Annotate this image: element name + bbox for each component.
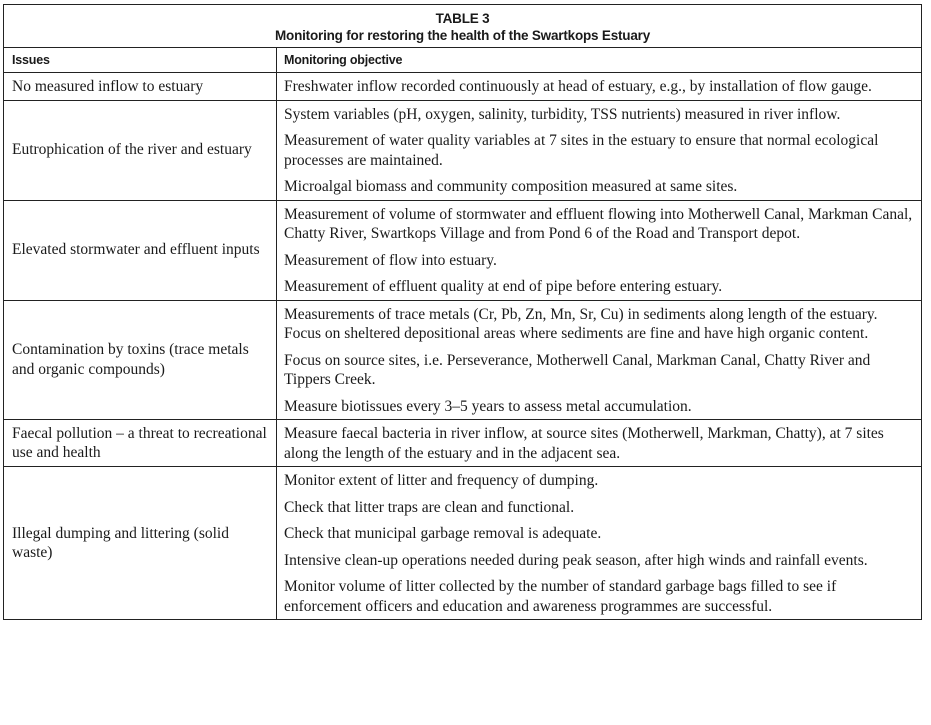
table-body <box>4 73 921 619</box>
objective-item: Measurement of effluent quality at end of pipe before entering estuary. <box>284 278 723 295</box>
table-row <box>4 467 921 619</box>
table-header-row <box>4 48 921 73</box>
objective-item: Measurement of flow into estuary. <box>284 251 497 269</box>
table-row <box>4 301 921 421</box>
column-header-objective: Monitoring objective <box>284 53 403 67</box>
table-row <box>4 73 921 101</box>
issue-cell: Elevated stormwater and effluent inputs <box>4 201 277 300</box>
table-title: Monitoring for restoring the health of the Swartkops Estuary <box>274 28 651 43</box>
objective-cell <box>277 101 921 200</box>
objective-item: Monitor volume of litter collected by the number of standard garbage bags filled to see if enforcement officers and education and awareness programmes are successful. <box>284 578 837 615</box>
column-header-issues: Issues <box>4 48 277 72</box>
objective-item: Microalgal biomass and community composition measured at same sites. <box>284 178 738 195</box>
objective-cell <box>277 201 921 300</box>
objective-cell <box>277 301 921 420</box>
objective-item: Freshwater inflow recorded continuously at head of estuary, e.g., by installation of flow gauge. <box>284 78 872 95</box>
objective-item: Check that litter traps are clean and functional. <box>284 498 575 516</box>
issue-cell: No measured inflow to estuary <box>4 73 277 100</box>
monitoring-table <box>3 4 922 620</box>
issue-cell: Faecal pollution – a threat to recreational use and health <box>4 420 277 466</box>
objective-cell <box>277 467 921 619</box>
table-row <box>4 420 921 467</box>
issue-cell: Eutrophication of the river and estuary <box>4 101 277 200</box>
objective-item: Measure biotissues every 3–5 years to assess metal accumulation. <box>284 397 692 415</box>
objective-item: Check that municipal garbage removal is adequate. <box>284 525 602 542</box>
table-label: TABLE 3 <box>435 11 490 26</box>
table-row <box>4 101 921 201</box>
objective-cell <box>277 420 921 466</box>
objective-item: Monitor extent of litter and frequency of dumping. <box>284 472 599 489</box>
objective-cell <box>277 73 921 100</box>
objective-item: Measurement of water quality variables at 7 sites in the estuary to ensure that normal ecological processes are maintained. <box>284 132 879 169</box>
objective-item: Measure faecal bacteria in river inflow, at source sites (Motherwell, Markman, Chatty), at 7 sites along the length of the estuary and in the adjacent sea. <box>284 425 884 462</box>
issue-cell: Illegal dumping and littering (solid waste) <box>4 467 277 619</box>
objective-item: Measurements of trace metals (Cr, Pb, Zn, Mn, Sr, Cu) in sediments along length of the estuary. Focus on sheltered depositional areas where sediments are fine and have high organic content. <box>284 305 878 342</box>
issue-cell: Contamination by toxins (trace metals and organic compounds) <box>4 301 277 420</box>
table-caption <box>4 5 921 48</box>
table-row <box>4 201 921 301</box>
objective-item: System variables (pH, oxygen, salinity, turbidity, TSS nutrients) measured in river inflow. <box>284 105 841 123</box>
objective-item: Measurement of volume of stormwater and effluent flowing into Motherwell Canal, Markman Canal, Chatty River, Swartkops Village and from Pond 6 of the Road and Transport depot. <box>284 205 913 242</box>
objective-item: Intensive clean-up operations needed during peak season, after high winds and rainfall events. <box>284 551 868 569</box>
objective-item: Focus on source sites, i.e. Perseverance, Motherwell Canal, Markman Canal, Chatty River and Tippers Creek. <box>284 351 871 388</box>
